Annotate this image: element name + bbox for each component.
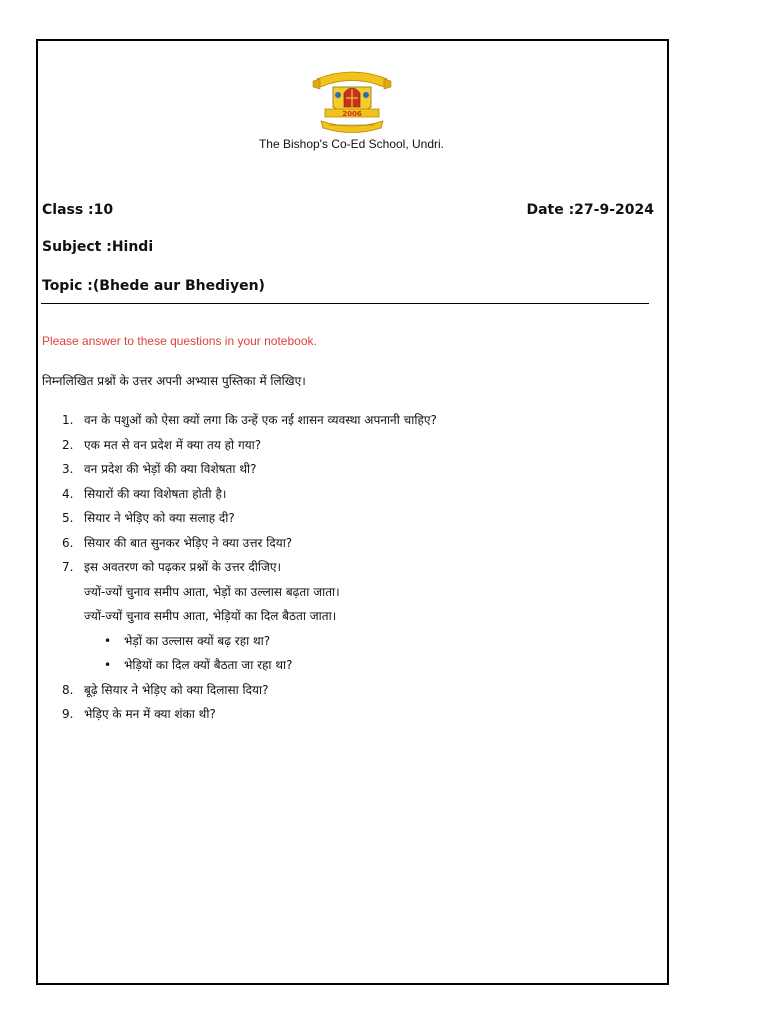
school-crest-logo [311,67,393,133]
date-label: Date :27-9-2024 [526,202,654,218]
question-text: वन के पशुओं को ऐसा क्यों लगा कि उन्हें एक नई शासन व्यवस्था अपनानी चाहिए? [84,413,437,427]
question-list [62,410,437,729]
passage-line: ज्यों-ज्यों चुनाव समीप आता, भेड़ियों का दिल बैठता जाता। [84,609,337,623]
question-item [62,557,437,582]
sub-question-item [62,631,437,656]
question-item [62,410,437,435]
question-item [62,484,437,509]
question-item [62,704,437,729]
question-text: सियार ने भेड़िए को क्या सलाह दी? [84,511,235,525]
question-text: वन प्रदेश की भेड़ों की क्या विशेषता थी? [84,462,257,476]
question-number: 4. [62,486,74,501]
sub-question-text: भेड़ियों का दिल क्यों बैठता जा रहा था? [124,658,293,672]
question-item [62,435,437,460]
sub-question-item [62,655,437,680]
sub-question-text: भेड़ों का उल्लास क्यों बढ़ रहा था? [124,633,271,648]
subject-label: Subject :Hindi [42,239,154,255]
logo-year: 2006 [342,110,362,118]
question-number: 8. [62,682,74,697]
class-label: Class :10 [42,202,114,218]
question-text: बूढ़े सियार ने भेड़िए को क्या दिलासा दिया? [84,682,269,697]
passage-line: ज्यों-ज्यों चुनाव समीप आता, भेड़ों का उल्लास बढ़ता जाता। [84,584,340,599]
question-text: इस अवतरण को पढ़कर प्रश्नों के उत्तर दीजिए। [84,560,282,574]
hindi-instruction: निम्नलिखित प्रश्नों के उत्तर अपनी अभ्यास पुस्तिका में लिखिए। [42,374,306,388]
question-item [62,459,437,484]
question-number: 6. [62,535,74,550]
question-text: एक मत से वन प्रदेश में क्या तय हो गया? [84,437,262,452]
bullet-icon: • [104,658,112,672]
question-text: भेड़िए के मन में क्या शंका थी? [84,707,216,721]
question-number: 1. [62,413,74,427]
question-text: सियार की बात सुनकर भेड़िए ने क्या उत्तर दिया? [84,535,293,550]
question-text: सियारों की क्या विशेषता होती है। [84,486,227,501]
question-number: 7. [62,560,74,574]
school-name: The Bishop's Co-Ed School, Undri. [258,137,445,151]
english-instruction: Please answer to these questions in your notebook. [42,334,317,348]
question-number: 2. [62,437,74,452]
header-divider [41,303,649,304]
question-item [62,680,437,705]
question-item [62,508,437,533]
topic-label: Topic :(Bhede aur Bhediyen) [42,278,265,294]
question-number: 9. [62,707,74,721]
question-number: 3. [62,462,74,476]
question-item [62,533,437,558]
bullet-icon: • [104,633,112,648]
question-number: 5. [62,511,74,525]
